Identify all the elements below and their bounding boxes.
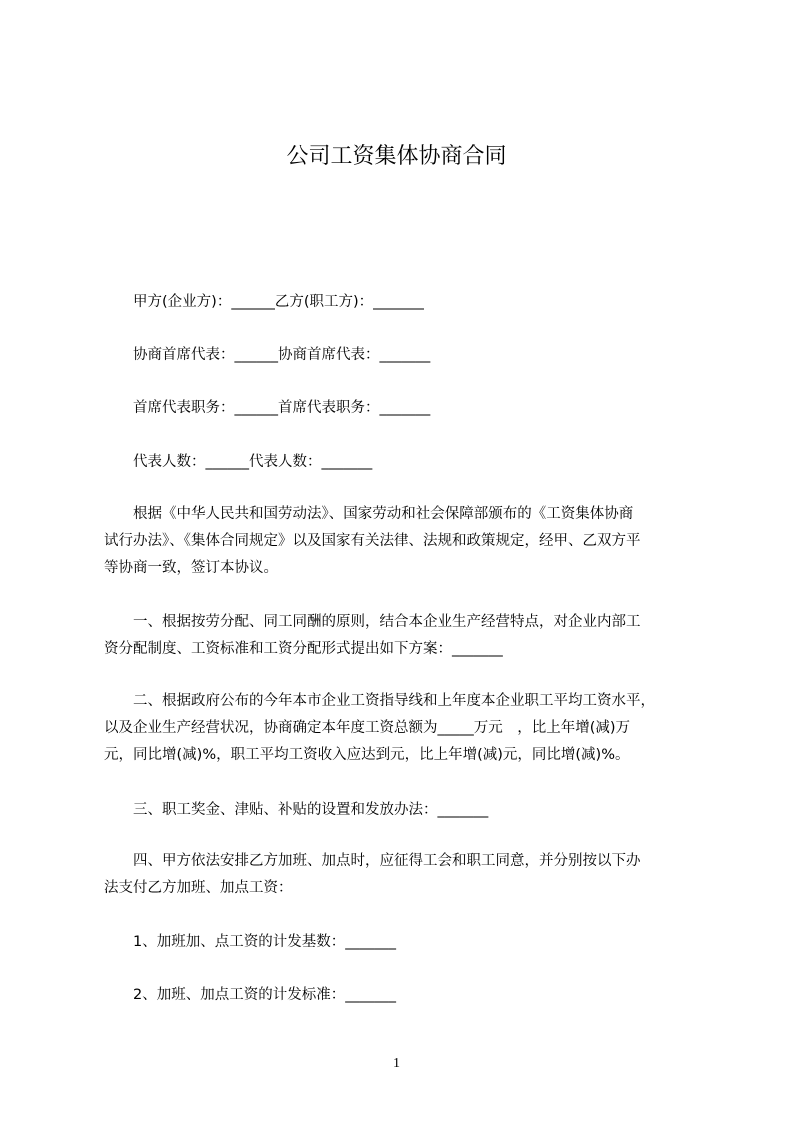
clause-3-line: 三、职工奖金、津贴、补贴的设置和发放办法：_______ [104, 802, 489, 818]
document-title: 公司工资集体协商合同 [286, 144, 507, 169]
clause-1-line-1: 一、根据按劳分配、同工同酬的原则，结合本企业生产经营特点，对企业内部工 [104, 614, 641, 630]
representative-count-line: 代表人数：______代表人数：_______ [104, 454, 373, 470]
clause-2-line-2: 以及企业生产经营状况，协商确定本年度工资总额为_____万元 ，比上年增(减)万 [104, 720, 631, 736]
overtime-standard-line: 2、加班、加点工资的计发标准：_______ [104, 987, 396, 1003]
overtime-base-line: 1、加班加、点工资的计发基数：_______ [104, 934, 396, 950]
clause-4-line-2: 法支付乙方加班、加点工资： [104, 880, 293, 896]
party-line: 甲方(企业方)：______乙方(职工方)：_______ [104, 294, 424, 310]
clause-1-line-2: 资分配制度、工资标准和工资分配形式提出如下方案：_______ [104, 641, 503, 657]
clause-2-line-1: 二、根据政府公布的今年本市企业工资指导线和上年度本企业职工平均工资水平， [104, 693, 655, 709]
chief-representative-line: 协商首席代表：______协商首席代表：_______ [104, 347, 431, 363]
clause-2-line-3: 元，同比增(减)%，职工平均工资收入应达到元，比上年增(减)元，同比增(减)%。 [104, 747, 630, 763]
page-number: 1 [393, 1056, 400, 1071]
preamble-line-2: 试行办法》、《集体合同规定》以及国家有关法律、法规和政策规定，经甲、乙双方平 [104, 533, 641, 549]
clause-4-line-1: 四、甲方依法安排乙方加班、加点时，应征得工会和职工同意，并分别按以下办 [104, 853, 641, 869]
preamble-line-1: 根据《中华人民共和国劳动法》、国家劳动和社会保障部颁布的《工资集体协商 [104, 506, 634, 522]
preamble-line-3: 等协商一致，签订本协议。 [104, 560, 278, 576]
representative-position-line: 首席代表职务：______首席代表职务：_______ [104, 400, 431, 416]
